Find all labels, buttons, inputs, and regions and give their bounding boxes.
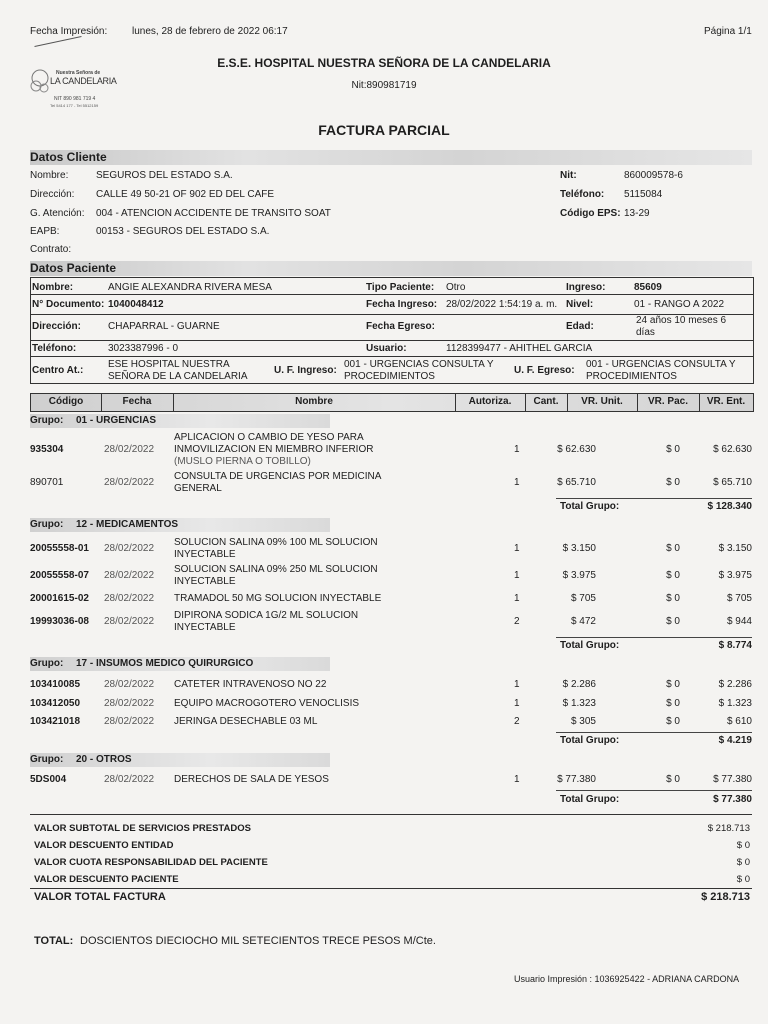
item-patient-value: $ 0 (666, 444, 680, 455)
logo-phone: Tel 5414 177 - Tel 5512159 (50, 103, 99, 108)
item-entity-value: $ 944 (726, 616, 752, 627)
group-total-line (556, 498, 752, 499)
item-name: INYECTABLE (174, 576, 236, 587)
patient-center-line1: ESE HOSPITAL NUESTRA (108, 359, 230, 370)
group-label: Grupo: (30, 519, 64, 530)
group-total-label: Total Grupo: (560, 640, 620, 651)
patient-document: 1040048412 (108, 299, 164, 310)
item-entity-value: $ 3.150 (718, 543, 752, 554)
item-name: INMOVILIZACION EN MIEMBRO INFERIOR (174, 444, 374, 455)
item-name: APLICACION O CAMBIO DE YESO PARA (174, 432, 364, 443)
item-name: EQUIPO MACROGOTERO VENOCLISIS (174, 698, 360, 709)
patient-phone: 3023387996 - 0 (108, 343, 179, 354)
logo-text-top: Nuestra Señora de (56, 70, 101, 76)
item-patient-value: $ 0 (666, 543, 680, 554)
item-qty: 2 (514, 716, 520, 727)
item-code: 5DS004 (30, 774, 67, 785)
client-section-band (30, 150, 752, 165)
item-unit-value: $ 305 (570, 716, 596, 727)
item-entity-value: $ 1.323 (718, 698, 752, 709)
discharge-date-label: Fecha Egreso: (366, 321, 435, 332)
client-contract-label: Contrato: (30, 244, 72, 255)
item-code: 890701 (30, 477, 64, 488)
group-total-value: $ 128.340 (707, 501, 752, 512)
item-qty: 1 (514, 444, 520, 455)
item-name: INYECTABLE (174, 549, 236, 560)
item-entity-value: $ 65.710 (713, 477, 752, 488)
group-label: Grupo: (30, 658, 64, 669)
item-name: JERINGA DESECHABLE 03 ML (174, 716, 318, 727)
summary-total-line (30, 888, 752, 889)
client-nit: 860009578-6 (624, 170, 683, 181)
patient-level: 01 - RANGO A 2022 (634, 299, 725, 310)
summary-patient-share-value: $ 0 (736, 857, 750, 868)
group-total-value: $ 4.219 (718, 735, 752, 746)
group-total-label: Total Grupo: (560, 794, 620, 805)
item-patient-value: $ 0 (666, 570, 680, 581)
print-user: Usuario Impresión : 1036925422 - ADRIANA CARDONA (514, 974, 740, 984)
client-address-label: Dirección: (30, 189, 75, 200)
uf-egreso-line2: PROCEDIMIENTOS (586, 371, 677, 382)
col-header: Autoriza. (468, 396, 512, 407)
patient-type-label: Tipo Paciente: (366, 282, 435, 293)
item-date: 28/02/2022 (104, 698, 155, 709)
hospital-nit: Nit:890981719 (351, 80, 417, 91)
client-attention-label: G. Atención: (30, 208, 85, 219)
uf-egreso-line1: 001 - URGENCIAS CONSULTA Y (586, 359, 736, 370)
client-nit-label: Nit: (560, 170, 577, 181)
summary-subtotal-value: $ 218.713 (707, 823, 750, 834)
group-total-label: Total Grupo: (560, 501, 620, 512)
item-entity-value: $ 610 (726, 716, 752, 727)
client-address: CALLE 49 50-21 OF 902 ED DEL CAFE (96, 189, 275, 200)
item-patient-value: $ 0 (666, 477, 680, 488)
item-code: 20001615-02 (30, 593, 89, 604)
item-entity-value: $ 705 (726, 593, 752, 604)
item-date: 28/02/2022 (104, 679, 155, 690)
client-section-title: Datos Cliente (30, 150, 107, 164)
group-name: 20 - OTROS (76, 754, 132, 765)
client-attention: 004 - ATENCION ACCIDENTE DE TRANSITO SOAT (96, 208, 331, 219)
patient-age-line2: días (636, 327, 655, 338)
group-name: 17 - INSUMOS MEDICO QUIRURGICO (76, 658, 254, 669)
item-unit-value: $ 77.380 (557, 774, 596, 785)
item-qty: 1 (514, 543, 520, 554)
group-name: 01 - URGENCIAS (76, 415, 157, 426)
summary-patient-discount-value: $ 0 (736, 874, 750, 885)
item-entity-value: $ 2.286 (718, 679, 752, 690)
group-band (30, 753, 330, 767)
item-patient-value: $ 0 (666, 774, 680, 785)
group-band (30, 414, 330, 428)
item-unit-value: $ 62.630 (557, 444, 596, 455)
item-qty: 1 (514, 593, 520, 604)
item-code: 103410085 (30, 679, 81, 690)
patient-center-line2: SEÑORA DE LA CANDELARIA (108, 371, 248, 382)
patient-section-band (30, 261, 752, 276)
patient-name: ANGIE ALEXANDRA RIVERA MESA (108, 282, 272, 293)
patient-user: 1128399477 - AHITHEL GARCIA (446, 343, 593, 354)
item-name: DERECHOS DE SALA DE YESOS (174, 774, 329, 785)
patient-age-line1: 24 años 10 meses 6 (636, 315, 727, 326)
client-name: SEGUROS DEL ESTADO S.A. (96, 170, 233, 181)
hospital-name: E.S.E. HOSPITAL NUESTRA SEÑORA DE LA CANDELARIA (217, 56, 551, 70)
patient-row-line (30, 294, 754, 295)
item-entity-value: $ 62.630 (713, 444, 752, 455)
item-name: (MUSLO PIERNA O TOBILLO) (174, 456, 311, 467)
admission-date-label: Fecha Ingreso: (366, 299, 438, 310)
patient-age-label: Edad: (566, 321, 594, 332)
group-name: 12 - MEDICAMENTOS (76, 519, 179, 530)
item-qty: 1 (514, 477, 520, 488)
client-eps: 13-29 (624, 208, 650, 219)
item-patient-value: $ 0 (666, 593, 680, 604)
item-qty: 1 (514, 570, 520, 581)
total-words-label: TOTAL: (34, 935, 74, 947)
print-date-label: Fecha Impresión: (30, 26, 108, 37)
item-name: SOLUCION SALINA 09% 250 ML SOLUCION (174, 564, 378, 575)
patient-row-line (30, 340, 754, 341)
item-qty: 1 (514, 774, 520, 785)
item-date: 28/02/2022 (104, 616, 155, 627)
summary-patient-discount-label: VALOR DESCUENTO PACIENTE (34, 874, 179, 885)
admission-date: 28/02/2022 1:54:19 a. m. (446, 299, 558, 310)
group-label: Grupo: (30, 754, 64, 765)
group-band (30, 518, 330, 532)
item-name: CONSULTA DE URGENCIAS POR MEDICINA (174, 471, 382, 482)
col-header: VR. Unit. (581, 396, 623, 407)
logo-nit: NIT 890 981 719 4 (54, 96, 96, 102)
item-code: 103412050 (30, 698, 81, 709)
patient-center-label: Centro At.: (32, 365, 84, 376)
item-name: INYECTABLE (174, 622, 236, 633)
uf-ingreso-line1: 001 - URGENCIAS CONSULTA Y (344, 359, 494, 370)
patient-section-title: Datos Paciente (30, 261, 117, 275)
item-code: 19993036-08 (30, 616, 89, 627)
group-total-line (556, 732, 752, 733)
patient-level-label: Nivel: (566, 299, 594, 310)
item-unit-value: $ 2.286 (562, 679, 596, 690)
summary-subtotal-label: VALOR SUBTOTAL DE SERVICIOS PRESTADOS (34, 823, 251, 834)
summary-top-line (30, 814, 752, 815)
item-date: 28/02/2022 (104, 570, 155, 581)
patient-row-line (30, 356, 754, 357)
client-eapb: 00153 - SEGUROS DEL ESTADO S.A. (96, 226, 270, 237)
admission-number: 85609 (634, 282, 662, 293)
item-date: 28/02/2022 (104, 593, 155, 604)
item-unit-value: $ 3.150 (562, 543, 596, 554)
item-code: 20055558-01 (30, 543, 89, 554)
item-unit-value: $ 472 (570, 616, 596, 627)
group-total-value: $ 77.380 (713, 794, 752, 805)
client-name-label: Nombre: (30, 170, 69, 181)
total-words: DOSCIENTOS DIECIOCHO MIL SETECIENTOS TRECE PESOS M/Cte. (80, 935, 436, 947)
item-name: CATETER INTRAVENOSO NO 22 (174, 679, 327, 690)
item-code: 20055558-07 (30, 570, 89, 581)
summary-entity-discount-label: VALOR DESCUENTO ENTIDAD (34, 840, 174, 851)
client-eapb-label: EAPB: (30, 226, 60, 237)
group-total-value: $ 8.774 (718, 640, 752, 651)
item-qty: 2 (514, 616, 520, 627)
item-name: SOLUCION SALINA 09% 100 ML SOLUCION (174, 537, 378, 548)
group-total-line (556, 637, 752, 638)
col-header: Nombre (295, 396, 333, 407)
patient-document-label: N° Documento: (32, 299, 105, 310)
patient-name-label: Nombre: (32, 282, 74, 293)
print-date-value: lunes, 28 de febrero de 2022 06:17 (132, 26, 288, 37)
col-header: Fecha (122, 396, 152, 407)
document-title: FACTURA PARCIAL (318, 122, 450, 138)
summary-patient-share-label: VALOR CUOTA RESPONSABILIDAD DEL PACIENTE (34, 857, 268, 868)
patient-type: Otro (446, 282, 466, 293)
item-date: 28/02/2022 (104, 444, 155, 455)
item-date: 28/02/2022 (104, 716, 155, 727)
item-entity-value: $ 77.380 (713, 774, 752, 785)
item-entity-value: $ 3.975 (718, 570, 752, 581)
client-phone-label: Teléfono: (560, 189, 605, 200)
invoice-total-label: VALOR TOTAL FACTURA (34, 891, 166, 903)
signature-scribble (34, 36, 81, 47)
col-header: VR. Pac. (647, 396, 689, 407)
patient-address: CHAPARRAL - GUARNE (108, 321, 220, 332)
item-qty: 1 (514, 679, 520, 690)
logo-text-main: LA CANDELARIA (50, 76, 117, 86)
patient-phone-label: Teléfono: (32, 343, 77, 354)
client-eps-label: Código EPS: (560, 208, 621, 219)
group-total-line (556, 790, 752, 791)
group-label: Grupo: (30, 415, 64, 426)
item-patient-value: $ 0 (666, 698, 680, 709)
item-unit-value: $ 705 (570, 593, 596, 604)
summary-entity-discount-value: $ 0 (736, 840, 750, 851)
item-qty: 1 (514, 698, 520, 709)
col-header: Cant. (533, 396, 559, 407)
col-header: Código (48, 396, 84, 407)
page-number: Página 1/1 (704, 26, 752, 37)
item-patient-value: $ 0 (666, 679, 680, 690)
item-date: 28/02/2022 (104, 477, 155, 488)
item-date: 28/02/2022 (104, 774, 155, 785)
item-name: DIPIRONA SODICA 1G/2 ML SOLUCION (174, 610, 359, 621)
item-unit-value: $ 65.710 (557, 477, 596, 488)
invoice-total-value: $ 218.713 (701, 891, 750, 903)
items-table-header (30, 393, 754, 412)
item-code: 103421018 (30, 716, 81, 727)
item-unit-value: $ 1.323 (562, 698, 596, 709)
item-patient-value: $ 0 (666, 716, 680, 727)
uf-egreso-label: U. F. Egreso: (514, 365, 575, 376)
item-unit-value: $ 3.975 (562, 570, 596, 581)
item-patient-value: $ 0 (666, 616, 680, 627)
admission-number-label: Ingreso: (566, 282, 606, 293)
item-code: 935304 (30, 444, 64, 455)
item-date: 28/02/2022 (104, 543, 155, 554)
uf-ingreso-label: U. F. Ingreso: (274, 365, 337, 376)
col-header: VR. Ent. (706, 396, 746, 407)
patient-user-label: Usuario: (366, 343, 407, 354)
item-name: TRAMADOL 50 MG SOLUCION INYECTABLE (174, 593, 382, 604)
uf-ingreso-line2: PROCEDIMIENTOS (344, 371, 435, 382)
group-total-label: Total Grupo: (560, 735, 620, 746)
client-phone: 5115084 (624, 189, 663, 200)
item-name: GENERAL (174, 483, 222, 494)
patient-address-label: Dirección: (32, 321, 81, 332)
